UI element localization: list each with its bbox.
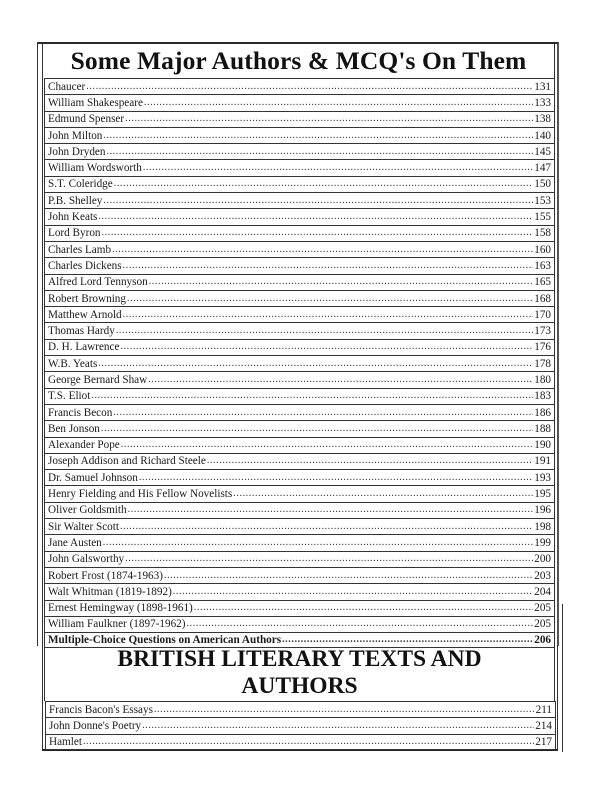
entry-page: 191 [534,455,551,468]
dot-leader [143,161,533,175]
section2-list [45,701,556,750]
dot-leader [233,487,533,501]
entry-label: P.B. Shelley [48,194,103,207]
toc-row [44,437,555,453]
entry-page: 190 [534,439,551,452]
toc-row [44,78,555,94]
entry-label: T.S. Eliot [48,390,91,403]
entry-page: 204 [534,585,551,598]
entry-label: Ben Jonson [48,422,100,435]
toc-row [44,404,555,420]
toc-row [44,420,555,436]
entry-page: 131 [534,80,551,93]
entry-page: 158 [534,227,551,240]
entry-label: Dr. Samuel Johnson [48,471,138,484]
toc-row [44,274,555,290]
entry-page: 180 [534,373,551,386]
entry-label: John Galsworthy [48,553,125,566]
entry-label: Ernest Hemingway (1898-1961) [48,602,193,615]
entry-page: 206 [534,634,551,647]
entry-page: 147 [534,162,551,175]
dot-leader [125,552,533,566]
entry-label: Alfred Lord Tennyson [48,276,148,289]
toc-row [44,355,555,371]
toc-row [44,534,555,550]
toc-row [44,322,555,338]
section2-title-line1: BRITISH LITERARY TEXTS AND [117,646,482,672]
entry-label: Edmund Spenser [48,113,125,126]
entry-page: 203 [534,569,551,582]
entry-page: 163 [534,259,551,272]
dot-leader [116,324,533,338]
section2-heading [44,645,555,701]
entry-label: Francis Becon [48,406,113,419]
toc-row [45,717,556,733]
entry-label: Charles Dickens [48,259,122,272]
entry-page: 178 [534,357,551,370]
toc-row [44,339,555,355]
entry-label: William Wordsworth [48,162,142,175]
entry-label: Oliver Goldsmith [48,504,127,517]
entry-page: 165 [534,276,551,289]
toc-row [44,502,555,518]
toc-row [44,257,555,273]
entry-page: 188 [534,422,551,435]
dot-leader [128,503,534,517]
entry-page: 214 [535,719,552,732]
entry-page: 217 [535,735,552,748]
entry-page: 133 [534,96,551,109]
toc-row [44,111,555,127]
toc-row [44,143,555,159]
entry-label: John Dryden [48,145,106,158]
dot-leader [103,129,533,143]
dot-leader [113,406,533,420]
toc-row [44,567,555,583]
entry-label: John Milton [48,129,103,142]
dot-leader [114,177,533,191]
dot-leader [139,471,533,485]
entry-label: George Bernard Shaw [48,373,148,386]
entry-page: 150 [534,178,551,191]
entry-label: William Shakespeare [48,96,143,109]
toc-row [45,701,556,717]
toc-row [44,159,555,175]
dot-leader [98,210,533,224]
entry-page: 198 [534,520,551,533]
entry-label: William Faulkner (1897-1962) [48,618,186,631]
dot-leader [149,275,534,289]
entry-label: Henry Fielding and His Fellow Novelists [48,488,233,501]
entry-label: Robert Browning [48,292,126,305]
dot-leader [103,536,533,550]
dot-leader [123,259,534,273]
dot-leader [83,735,534,749]
entry-page: 168 [534,292,551,305]
entry-label: D. H. Lawrence [48,341,120,354]
toc-row [44,388,555,404]
entry-label: John Keats [48,211,98,224]
toc-row [44,290,555,306]
entry-label: Charles Lamb [48,243,112,256]
toc-row [44,453,555,469]
entry-page: 140 [534,129,551,142]
dot-leader [91,389,533,403]
entry-label: Multiple-Choice Questions on American Authors [48,634,282,647]
entry-label: Francis Bacon's Essays [49,703,153,716]
entry-label: Hamlet [49,735,82,748]
entry-page: 205 [534,602,551,615]
entry-page: 186 [534,406,551,419]
entry-label: Thomas Hardy [48,325,115,338]
dot-leader [164,569,533,583]
toc-row [44,94,555,110]
toc-row [44,192,555,208]
dot-leader [120,520,533,534]
entry-page: 199 [534,536,551,549]
entry-page: 153 [534,194,551,207]
entry-label: Chaucer [48,80,86,93]
dot-leader [173,585,533,599]
toc-row [44,469,555,485]
dot-leader [154,703,535,717]
toc-row [44,518,555,534]
dot-leader [194,601,533,615]
toc-row [44,485,555,501]
toc-row [44,225,555,241]
entry-label: Matthew Arnold [48,308,122,321]
toc-row [45,734,556,750]
page-title: Some Major Authors & MCQ's On Them [70,46,527,75]
dot-leader [127,292,533,306]
entry-page: 211 [535,703,552,716]
dot-leader [207,454,533,468]
entry-page: 138 [534,113,551,126]
entry-label: W.B. Yeats [48,357,98,370]
section2-title-line2: AUTHORS [241,673,358,699]
toc-row [44,600,555,616]
entry-page: 200 [534,553,551,566]
dot-leader [102,226,534,240]
entry-page: 145 [534,145,551,158]
dot-leader [112,243,533,257]
frame-edge-line [562,604,563,752]
dot-leader [98,357,533,371]
entry-label: Jane Austen [48,536,102,549]
dot-leader [144,96,533,110]
dot-leader [123,308,534,322]
entry-label: Joseph Addison and Richard Steele [48,455,206,468]
entry-page: 160 [534,243,551,256]
entry-label: John Donne's Poetry [49,719,142,732]
toc-row [44,583,555,599]
toc-row [44,241,555,257]
toc-row [44,306,555,322]
entry-page: 196 [534,504,551,517]
dot-leader [101,422,533,436]
entry-page: 195 [534,488,551,501]
toc-row [44,616,555,632]
dot-leader [148,373,533,387]
entry-label: Lord Byron [48,227,101,240]
entry-page: 155 [534,211,551,224]
toc-list [44,78,555,648]
entry-page: 173 [534,325,551,338]
entry-page: 176 [534,341,551,354]
dot-leader [103,194,533,208]
dot-leader [187,617,534,631]
toc-row [44,208,555,224]
entry-page: 193 [534,471,551,484]
entry-page: 205 [534,618,551,631]
dot-leader [125,112,533,126]
entry-label: Walt Whitman (1819-1892) [48,585,172,598]
entry-label: Robert Frost (1874-1963) [48,569,163,582]
dot-leader [142,719,534,733]
dot-leader [86,80,533,94]
entry-label: Alexander Pope [48,439,120,452]
dot-leader [121,438,533,452]
toc-row [44,176,555,192]
dot-leader [120,340,533,354]
toc-row [44,371,555,387]
entry-page: 183 [534,390,551,403]
toc-row [44,551,555,567]
toc-row [44,127,555,143]
entry-label: Sir Walter Scott [48,520,119,533]
entry-page: 170 [534,308,551,321]
dot-leader [106,145,533,159]
entry-label: S.T. Coleridge [48,178,113,191]
